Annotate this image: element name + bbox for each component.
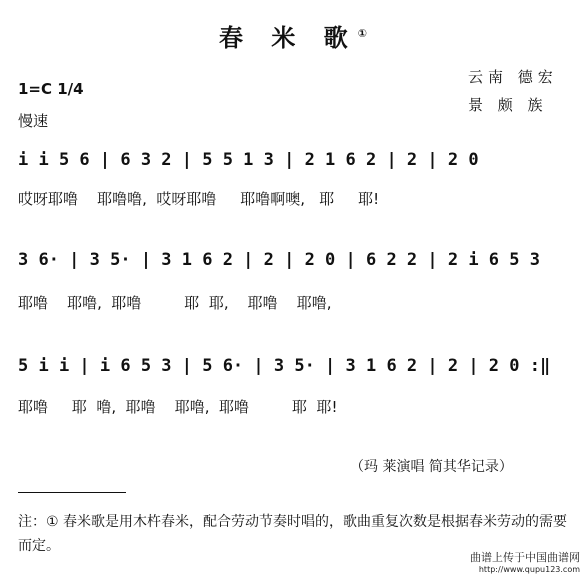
performer-credit: （玛 莱演唱 简其华记录） bbox=[350, 459, 513, 475]
song-origin: 云南 德宏 bbox=[468, 68, 558, 86]
notation-row-1: i i 5 6 | 6 3 2 | 5 5 1 3 | 2 1 6 2 | 2 | 2 0 bbox=[18, 150, 479, 170]
watermark-line-1: 曲谱上传于中国曲谱网 bbox=[470, 551, 580, 564]
tempo-marking: 慢速 bbox=[18, 112, 49, 130]
notation-row-2: 3 6· | 3 5· | 3 1 6 2 | 2 | 2 0 | 6 2 2 | 2 i 6 5 3 bbox=[18, 250, 540, 270]
key-signature: 1=C 1/4 bbox=[18, 80, 84, 98]
lyrics-row-1: 哎呀耶噜 耶噜噜, 哎呀耶噜 耶噜啊噢, 耶 耶! bbox=[18, 190, 380, 208]
site-watermark bbox=[470, 549, 580, 574]
footnote-divider bbox=[18, 492, 126, 493]
song-title: 春 米 歌① bbox=[218, 24, 368, 52]
footnote-marker: ① bbox=[357, 27, 368, 40]
lyrics-row-2: 耶噜 耶噜, 耶噜 耶 耶, 耶噜 耶噜, bbox=[18, 294, 332, 312]
watermark-line-2: http://www.qupu123.com bbox=[478, 565, 580, 574]
ethnic-group: 景 颇 族 bbox=[468, 96, 548, 114]
lyrics-row-3: 耶噜 耶 噜, 耶噜 耶噜, 耶噜 耶 耶! bbox=[18, 398, 338, 416]
footnote-text: 注：① 春米歌是用木杵春米，配合劳动节奏时唱的，歌曲重复次数是根据春米劳动的需要而定。 bbox=[18, 514, 567, 554]
notation-row-3: 5 i i | i 6 5 3 | 5 6· | 3 5· | 3 1 6 2 | 2 | 2 0 :‖ bbox=[18, 356, 551, 376]
